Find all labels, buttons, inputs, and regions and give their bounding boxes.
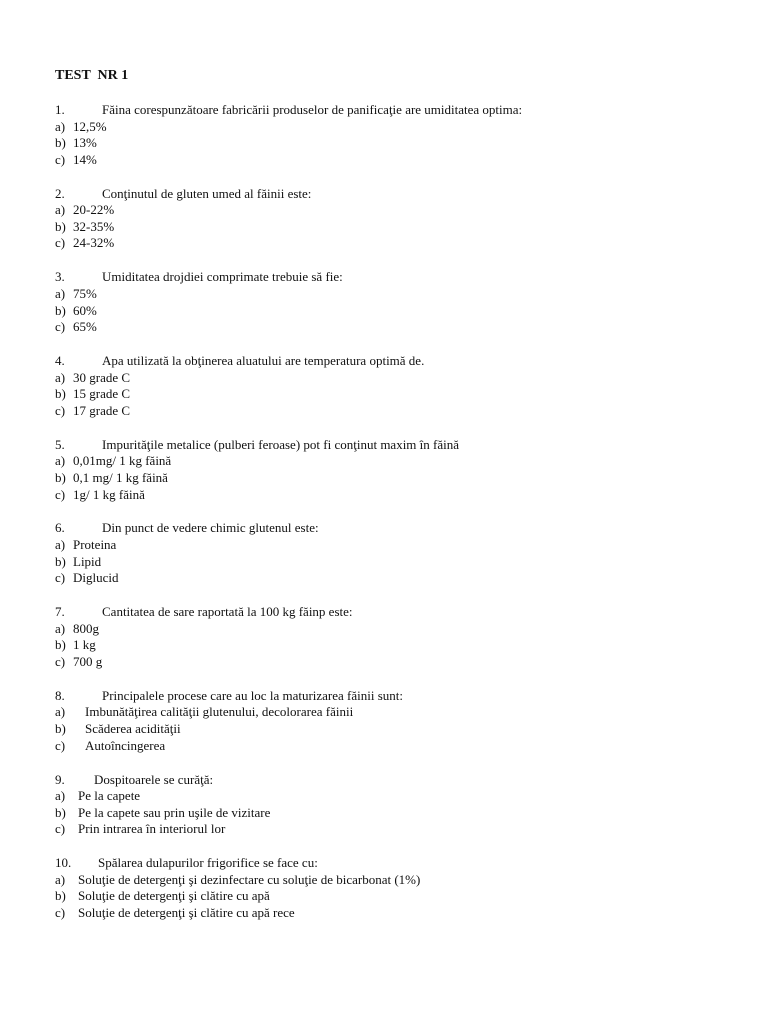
option-c — [55, 654, 745, 671]
option-a — [55, 119, 745, 136]
option-text: 700 g — [73, 653, 103, 669]
option-a — [55, 621, 745, 638]
option-letter: a) — [55, 704, 66, 720]
question-text: Din punct de vedere chimic glutenul este: — [102, 520, 319, 536]
option-a — [55, 286, 745, 303]
option-text: 30 grade C — [73, 369, 131, 385]
option-text: 17 grade C — [73, 402, 131, 418]
option-letter: b) — [55, 721, 66, 736]
option-text: 24-32% — [73, 235, 115, 251]
option-b — [55, 637, 745, 654]
option-letter: a) — [55, 369, 66, 385]
option-letter: b) — [55, 302, 66, 318]
option-letter: b) — [55, 804, 66, 820]
option-letter: a) — [55, 202, 66, 218]
question-10 — [55, 855, 745, 939]
option-a — [55, 788, 745, 805]
question-number: 7. — [55, 604, 65, 620]
question-4 — [55, 353, 745, 437]
question-text: Impurităţile metalice (pulberi feroase) pot fi conţinut maxim în făină — [102, 436, 460, 452]
option-b — [55, 721, 745, 738]
question-text: Apa utilizată la obţinerea aluatului are temperatura optimă de. — [102, 353, 425, 369]
question-number: 1. — [55, 102, 65, 117]
option-text: Autoîncingerea — [85, 737, 166, 753]
question-text: Principalele procese care au loc la maturizarea făinii sunt: — [102, 687, 404, 703]
question-3 — [55, 269, 745, 353]
option-text: 1g/ 1 kg făină — [73, 486, 145, 502]
option-letter: c) — [55, 904, 66, 920]
option-text: 0,01mg/ 1 kg făină — [73, 453, 172, 469]
option-c — [55, 235, 745, 252]
option-letter: b) — [55, 469, 66, 485]
option-c — [55, 319, 745, 336]
question-text: Dospitoarele se curăţă: — [94, 771, 214, 787]
question-text: Spălarea dulapurilor frigorifice se face cu: — [98, 855, 318, 871]
question-number: 3. — [55, 269, 65, 285]
option-b — [55, 386, 745, 403]
question-number: 2. — [55, 185, 65, 201]
option-a — [55, 704, 745, 721]
option-text: Pe la capete sau prin uşile de vizitare — [78, 804, 271, 820]
option-letter: b) — [55, 218, 66, 234]
option-b — [55, 303, 745, 320]
question-number: 9. — [55, 771, 65, 787]
option-letter: c) — [55, 151, 66, 167]
option-text: 32-35% — [73, 218, 115, 234]
option-a — [55, 202, 745, 219]
option-c — [55, 905, 745, 922]
option-letter: c) — [55, 235, 66, 251]
option-b — [55, 805, 745, 822]
option-letter: c) — [55, 319, 66, 335]
option-letter: a) — [55, 118, 66, 134]
option-a — [55, 453, 745, 470]
option-text: Soluţie de detergenţi şi clătire cu apă rece — [78, 904, 295, 920]
option-text: Soluţie de detergenţi şi dezinfectare cu soluţie de bicarbonat (1%) — [78, 871, 421, 887]
option-letter: a) — [55, 285, 66, 301]
option-c — [55, 403, 745, 420]
question-7 — [55, 604, 745, 688]
option-a — [55, 370, 745, 387]
question-8 — [55, 688, 745, 772]
option-b — [55, 135, 745, 152]
option-b — [55, 219, 745, 236]
option-text: Pe la capete — [78, 788, 141, 804]
option-letter: b) — [55, 888, 66, 904]
option-text: 15 grade C — [73, 386, 131, 402]
option-b — [55, 888, 745, 905]
option-text: 0,1 mg/ 1 kg făină — [73, 469, 168, 485]
question-text: Cantitatea de sare raportată la 100 kg făinp este: — [102, 604, 353, 620]
option-a — [55, 537, 745, 554]
option-text: Prin intrarea în interiorul lor — [78, 821, 226, 837]
option-text: 14% — [73, 151, 97, 167]
option-text: 65% — [73, 319, 97, 335]
option-letter: c) — [55, 570, 66, 586]
option-text: 20-22% — [73, 202, 115, 218]
question-5 — [55, 437, 745, 521]
option-letter: a) — [55, 620, 66, 636]
option-text: 1 kg — [73, 637, 96, 653]
option-text: Scăderea acidităţii — [85, 721, 181, 736]
option-text: Soluţie de detergenţi şi clătire cu apă — [78, 888, 270, 904]
option-text: 13% — [73, 135, 97, 151]
option-letter: c) — [55, 653, 66, 669]
option-letter: a) — [55, 871, 66, 887]
option-letter: c) — [55, 402, 66, 418]
option-text: Proteina — [73, 537, 117, 553]
option-letter: b) — [55, 553, 66, 569]
question-text: Umiditatea drojdiei comprimate trebuie să fie: — [102, 269, 343, 285]
option-letter: b) — [55, 135, 66, 151]
option-letter: a) — [55, 537, 66, 553]
option-letter: a) — [55, 453, 66, 469]
option-c — [55, 570, 745, 587]
question-number: 5. — [55, 436, 65, 452]
question-number: 10. — [55, 855, 72, 871]
option-c — [55, 821, 745, 838]
option-b — [55, 554, 745, 571]
option-letter: c) — [55, 821, 66, 837]
option-letter: b) — [55, 386, 66, 402]
question-number: 6. — [55, 520, 65, 536]
option-text: 12,5% — [73, 118, 107, 134]
option-text: Lipid — [73, 553, 102, 569]
option-letter: b) — [55, 637, 66, 653]
question-number: 8. — [55, 687, 65, 703]
option-letter: a) — [55, 788, 66, 804]
question-9 — [55, 772, 745, 856]
option-text: 800g — [73, 620, 99, 636]
test-title: TEST NR 1 — [55, 68, 129, 83]
option-text: 75% — [73, 285, 97, 301]
option-c — [55, 152, 745, 169]
question-list — [55, 102, 745, 939]
question-1 — [55, 102, 745, 186]
option-text: Imbunătăţirea calităţii glutenului, decolorarea făinii — [85, 704, 354, 720]
question-2 — [55, 186, 745, 270]
question-text: Făina corespunzătoare fabricării produselor de panificaţie are umiditatea optima: — [102, 102, 523, 117]
option-c — [55, 738, 745, 755]
option-text: 60% — [73, 302, 97, 318]
question-number: 4. — [55, 353, 65, 369]
option-a — [55, 872, 745, 889]
question-text: Conţinutul de gluten umed al făinii este: — [102, 185, 312, 201]
option-letter: c) — [55, 737, 66, 753]
option-text: Diglucid — [73, 570, 119, 586]
question-6 — [55, 520, 745, 604]
option-letter: c) — [55, 486, 66, 502]
option-c — [55, 487, 745, 504]
option-b — [55, 470, 745, 487]
